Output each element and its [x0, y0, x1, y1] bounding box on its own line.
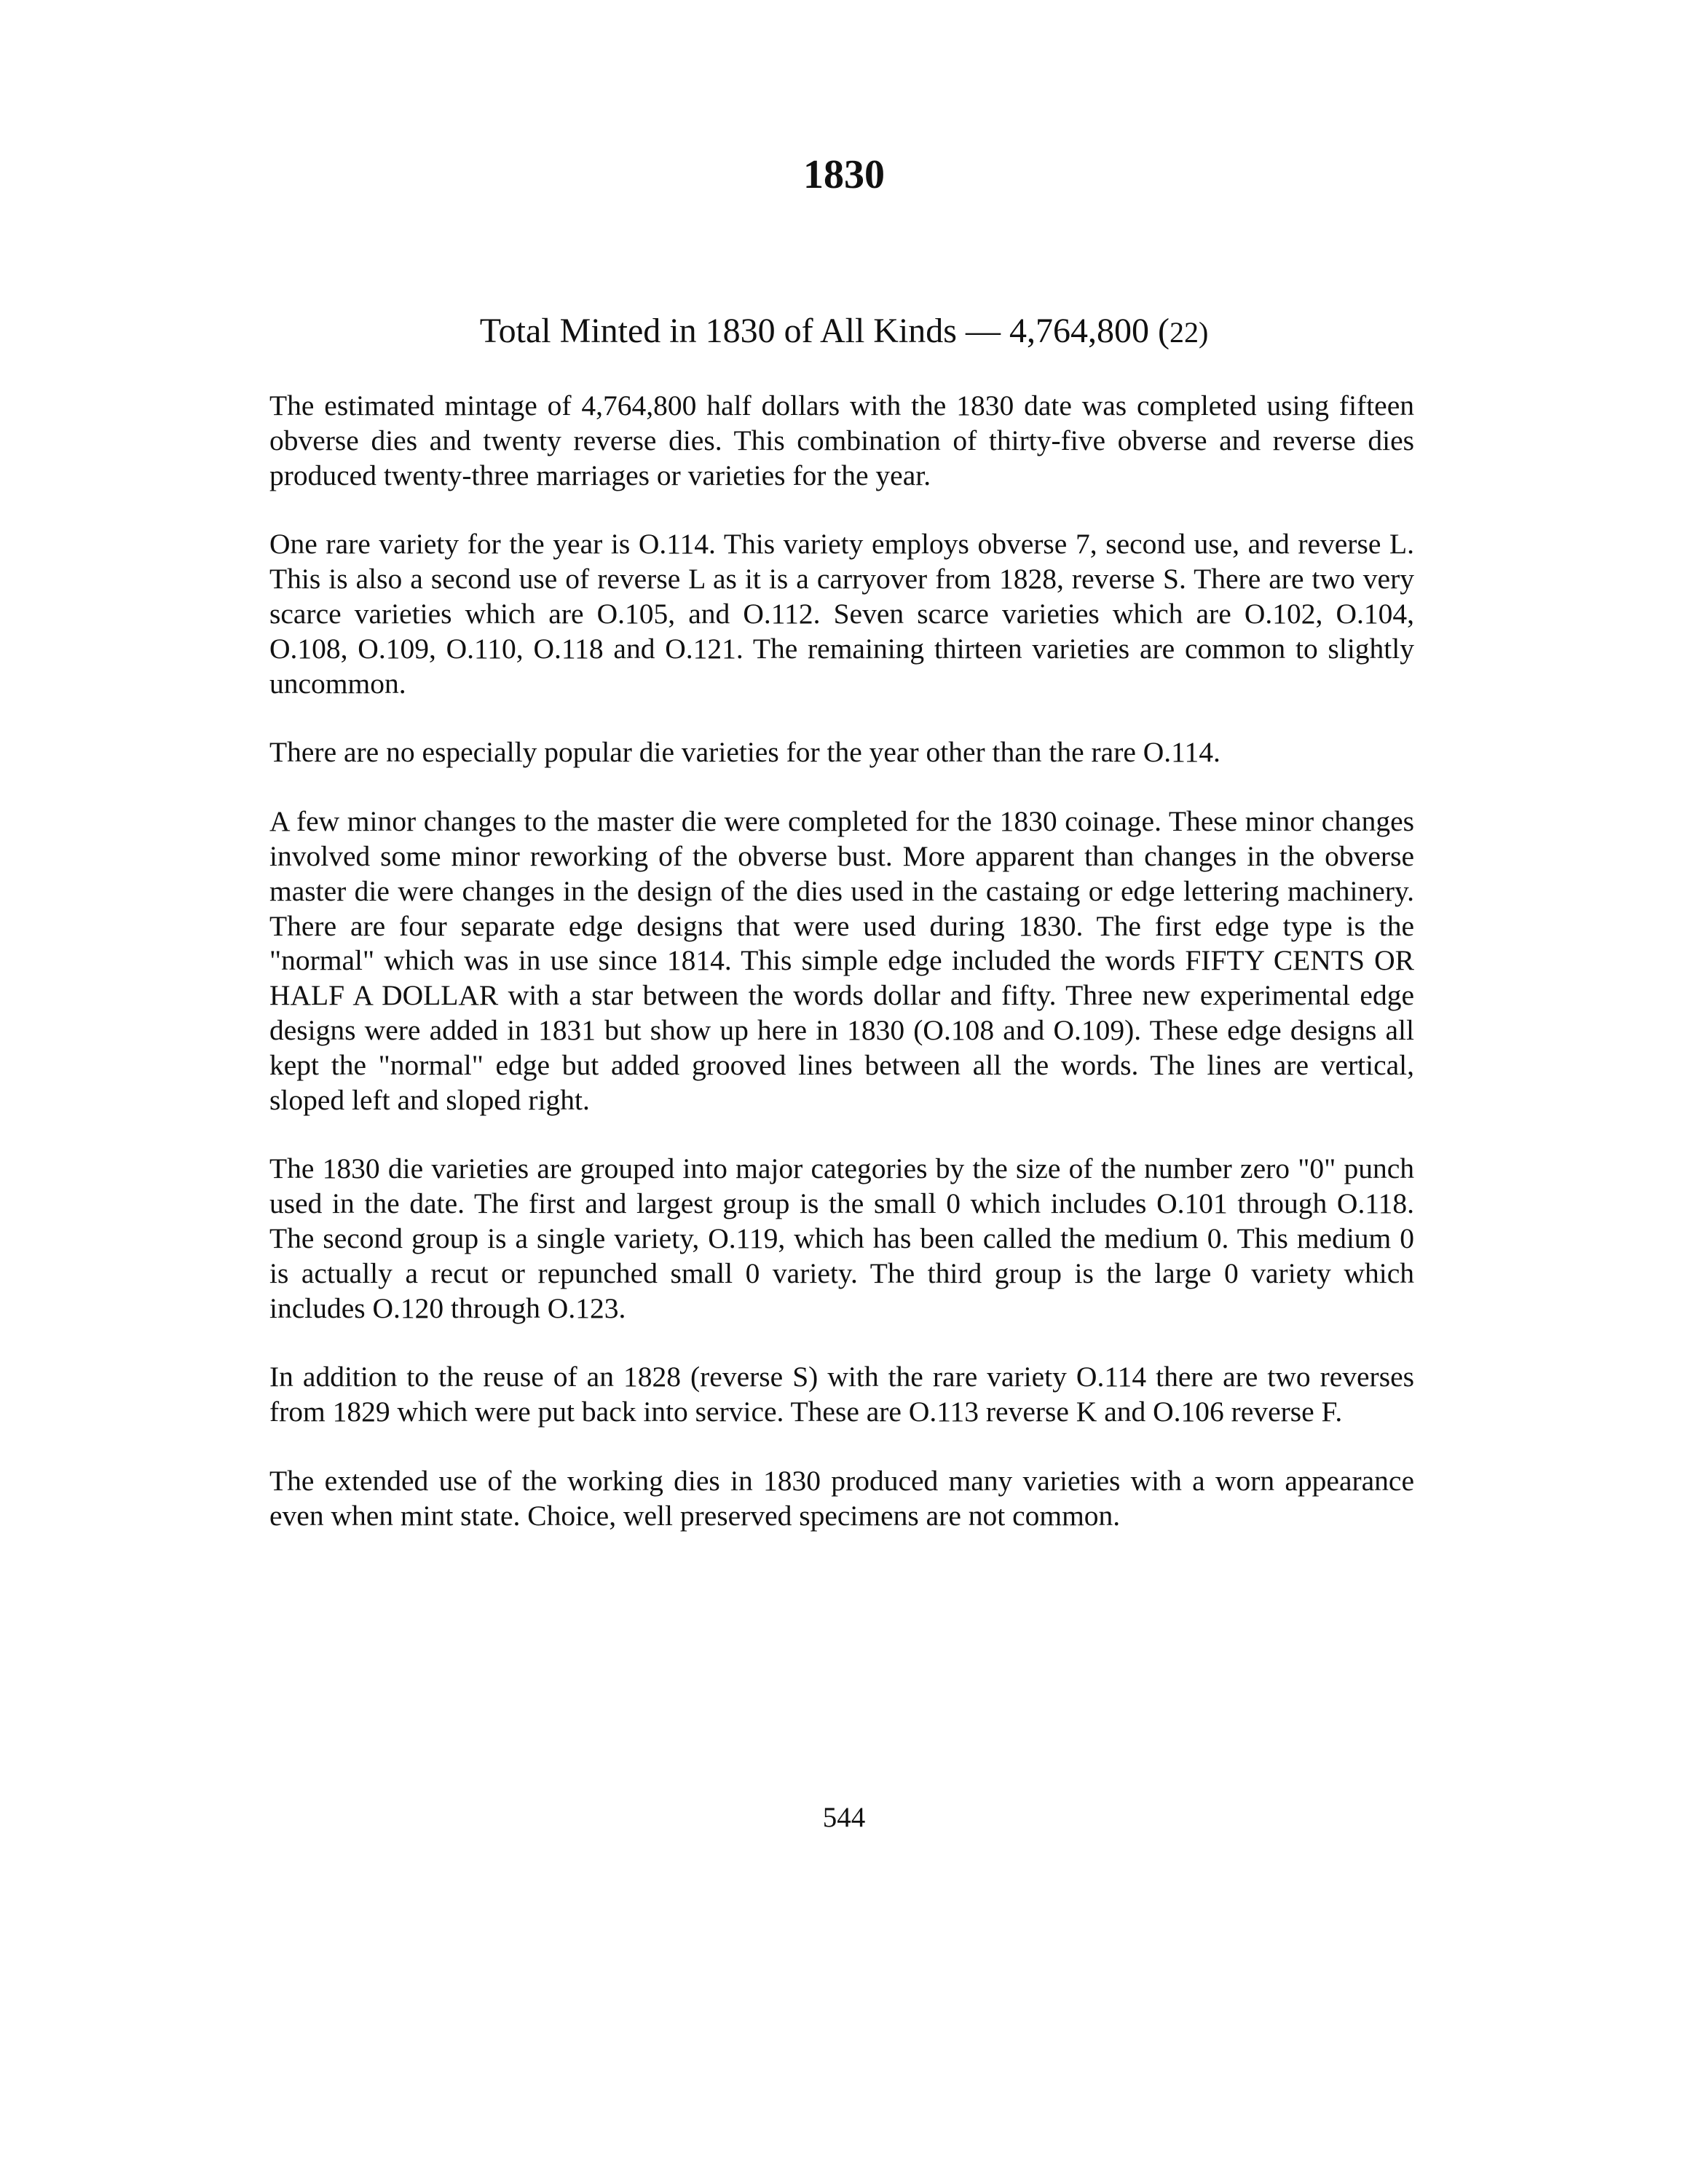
paragraph-mintage: The estimated mintage of 4,764,800 half dollars with the 1830 date was completed using fifteen obverse dies and twenty reverse dies. This combination of thirty-five obverse and reverse dies produced twenty-three marriages or varieties for the year.: [269, 389, 1414, 491]
mintage-subtitle-text: Total Minted in 1830 of All Kinds — 4,764,800 (: [479, 312, 1170, 350]
page-number: 544: [822, 1802, 866, 1833]
paragraph-condition: The extended use of the working dies in 1830 produced many varieties with a worn appearance even when mint state. Choice, well preserved specimens are not common.: [269, 1464, 1414, 1532]
paragraph-popular-varieties: There are no especially popular die varieties for the year other than the rare O.114.: [269, 736, 1220, 769]
paragraph-edge-designs: A few minor changes to the master die were completed for the 1830 coinage. These minor changes involved some minor reworking of the obverse bust. More apparent than changes in the obverse master die were changes in the design of the dies used in the castaing or edge lettering machinery. There are four separate edge designs that were used during 1830. The first edge type is the "normal" which was in use since 1814. This simple edge included the words FIFTY CENTS OR HALF A DOLLAR with a star between the words dollar and fifty. Three new experimental edge designs were added in 1831 but show up here in 1830 (O.108 and O.109). These edge designs all kept the "normal" edge but added grooved lines between all the words. The lines are vertical, sloped left and sloped right.: [269, 805, 1414, 1116]
paragraph-date-groups: The 1830 die varieties are grouped into major categories by the size of the number zero "0" punch used in the date. The first and largest group is the small 0 which includes O.101 through O.118. The second group is a single variety, O.119, which has been called the medium 0. This medium 0 is actually a recut or repunched small 0 variety. The third group is the large 0 variety which includes O.120 through O.123.: [269, 1152, 1414, 1324]
paragraph-rarity: One rare variety for the year is O.114. This variety employs obverse 7, second use, and reverse L. This is also a second use of reverse L as it is a carryover from 1828, reverse S. There are two very scarce varieties which are O.105, and O.112. Seven scarce varieties which are O.102, O.104, O.108, O.109, O.110, O.118 and O.121. The remaining thirteen varieties are common to slightly uncommon.: [269, 528, 1414, 700]
mintage-subtitle-close: ): [1198, 316, 1209, 349]
mintage-subtitle: [0, 309, 1688, 355]
body-text: [269, 389, 1414, 1568]
paragraph-reverse-reuse: In addition to the reuse of an 1828 (reverse S) with the rare variety O.114 there are two reverses from 1829 which were put back into service. These are O.113 reverse K and O.106 reverse F.: [269, 1361, 1414, 1428]
page-title: 1830: [803, 152, 885, 197]
variety-count: 22: [1169, 316, 1199, 349]
